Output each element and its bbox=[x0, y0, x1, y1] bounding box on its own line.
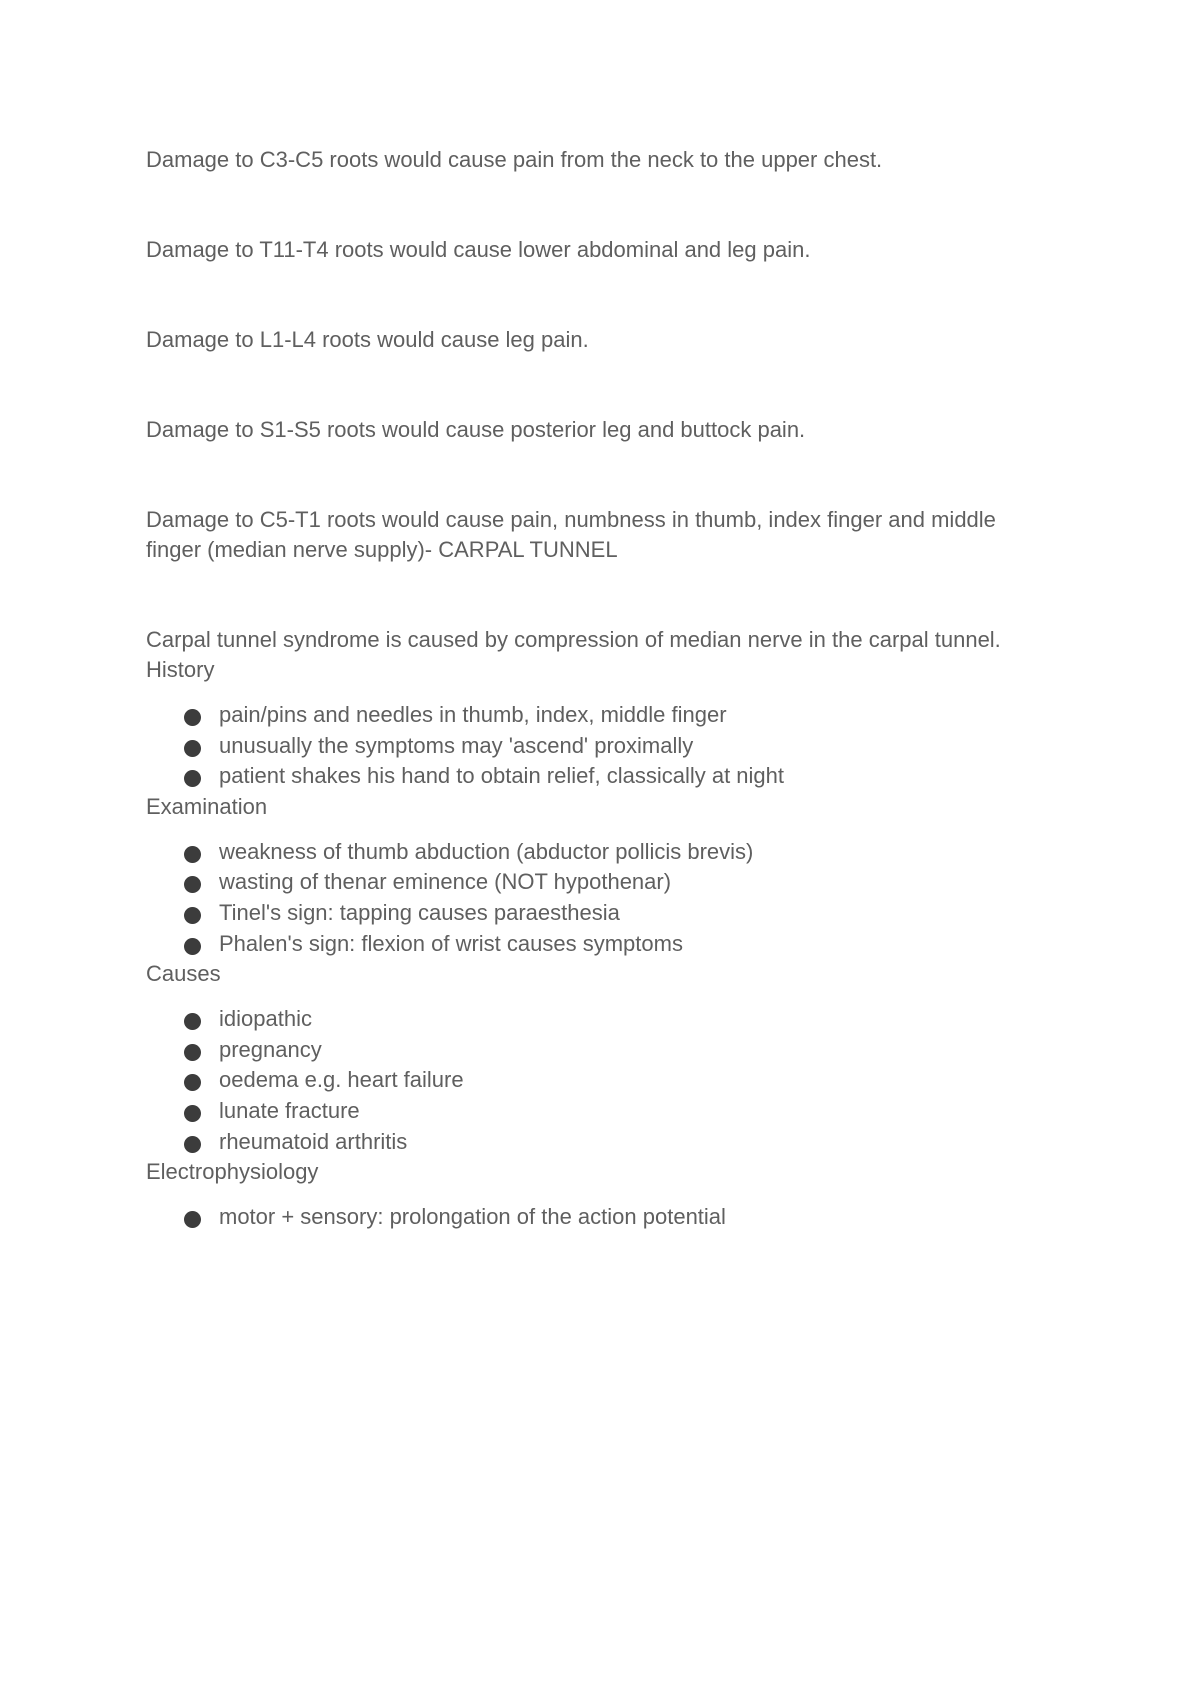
list-item bbox=[184, 867, 1046, 898]
list-item bbox=[184, 929, 1046, 960]
list-item-text: wasting of thenar eminence (NOT hypothenar) bbox=[219, 869, 672, 895]
bullet-icon bbox=[184, 740, 201, 757]
list-item-text: unusually the symptoms may 'ascend' proximally bbox=[219, 732, 694, 758]
paragraph-carpal-tunnel: Carpal tunnel syndrome is caused by compression of median nerve in the carpal tunnel. bbox=[146, 627, 1001, 652]
list-item bbox=[184, 1096, 1046, 1127]
paragraph-s1-s5: Damage to S1-S5 roots would cause posterior leg and buttock pain. bbox=[146, 417, 806, 442]
bullet-icon bbox=[184, 1136, 201, 1153]
list-item-text: Phalen's sign: flexion of wrist causes symptoms bbox=[219, 930, 683, 956]
list-item bbox=[184, 1035, 1046, 1066]
bullet-icon bbox=[184, 1013, 201, 1030]
list-item-text: patient shakes his hand to obtain relief, classically at night bbox=[219, 763, 784, 789]
bullet-icon bbox=[184, 1211, 201, 1228]
list-electrophysiology bbox=[146, 1202, 1046, 1233]
list-item-text: motor + sensory: prolongation of the action potential bbox=[219, 1204, 726, 1230]
document-page bbox=[146, 145, 1046, 1233]
bullet-icon bbox=[184, 876, 201, 893]
paragraph-t11-t4: Damage to T11-T4 roots would cause lower abdominal and leg pain. bbox=[146, 237, 811, 262]
bullet-icon bbox=[184, 1074, 201, 1091]
list-history bbox=[146, 700, 1046, 792]
list-causes bbox=[146, 1004, 1046, 1157]
bullet-icon bbox=[184, 709, 201, 726]
list-item-text: weakness of thumb abduction (abductor pollicis brevis) bbox=[219, 838, 754, 864]
list-item-text: oedema e.g. heart failure bbox=[219, 1067, 464, 1093]
bullet-icon bbox=[184, 907, 201, 924]
section-heading-electrophysiology: Electrophysiology bbox=[146, 1159, 319, 1185]
list-item bbox=[184, 1065, 1046, 1096]
list-item bbox=[184, 1202, 1046, 1233]
paragraph-c3-c5: Damage to C3-C5 roots would cause pain from the neck to the upper chest. bbox=[146, 147, 883, 172]
list-item-text: lunate fracture bbox=[219, 1097, 360, 1123]
list-item-text: idiopathic bbox=[219, 1006, 312, 1032]
paragraph-l1-l4: Damage to L1-L4 roots would cause leg pain. bbox=[146, 327, 589, 352]
bullet-icon bbox=[184, 1044, 201, 1061]
list-examination bbox=[146, 837, 1046, 959]
list-item-text: Tinel's sign: tapping causes paraesthesia bbox=[219, 899, 620, 925]
bullet-icon bbox=[184, 1105, 201, 1122]
list-item-text: pain/pins and needles in thumb, index, middle finger bbox=[219, 702, 727, 727]
bullet-icon bbox=[184, 770, 201, 787]
section-heading-examination: Examination bbox=[146, 793, 268, 819]
list-item bbox=[184, 898, 1046, 929]
list-item bbox=[184, 700, 1046, 731]
list-item-text: pregnancy bbox=[219, 1036, 322, 1062]
bullet-icon bbox=[184, 846, 201, 863]
list-item bbox=[184, 731, 1046, 762]
list-item bbox=[184, 761, 1046, 792]
list-item bbox=[184, 1004, 1046, 1035]
list-item-text: rheumatoid arthritis bbox=[219, 1128, 408, 1154]
paragraph-c5-t1: Damage to C5-T1 roots would cause pain, numbness in thumb, index finger and middle finger (median nerve supply)- CARPAL TUNNEL bbox=[146, 507, 996, 562]
list-item bbox=[184, 1127, 1046, 1158]
section-heading-history: History bbox=[146, 657, 215, 682]
section-heading-causes: Causes bbox=[146, 961, 221, 987]
list-item bbox=[184, 837, 1046, 868]
bullet-icon bbox=[184, 938, 201, 955]
